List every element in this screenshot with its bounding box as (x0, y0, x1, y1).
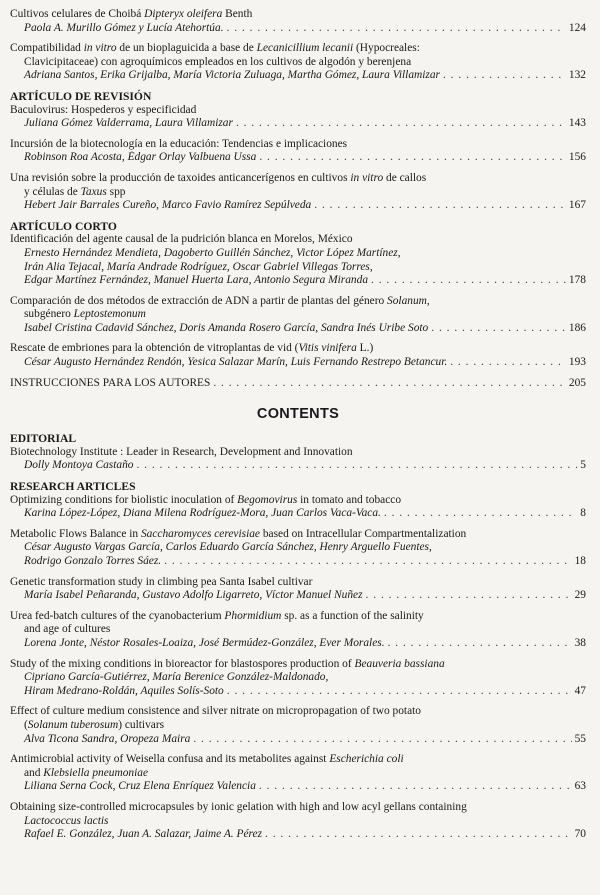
entry-title: Genetic transformation study in climbing pea Santa Isabel cultivar (10, 575, 313, 588)
entry-title: (Solanum tuberosum) cultivars (24, 718, 165, 731)
english-contents (10, 432, 586, 841)
page-number: 132 (568, 69, 586, 82)
entry-title: Incursión de la biotecnología en la educación: Tendencias e implicaciones (10, 137, 348, 150)
entry-authors: Hebert Jair Barrales Cureño, Marco Favio Ramírez Sepúlveda . . . 167 (10, 199, 586, 213)
section-heading: ARTÍCULO DE REVISIÓN (10, 89, 152, 103)
toc-entry[interactable] (10, 658, 586, 699)
page-number: 8 (580, 507, 586, 520)
toc-entry[interactable] (10, 446, 586, 473)
page-number: 143 (568, 117, 586, 130)
toc-entry[interactable] (10, 233, 586, 287)
entry-title: and Klebsiella pneumoniae (24, 766, 149, 779)
entry-title: and age of cultures (24, 623, 111, 636)
entry-authors: Karina López-López, Diana Milena Rodríguez-Mora, Juan Carlos Vaca-Vaca. . . . 8 (10, 507, 586, 521)
toc-entry[interactable] (10, 104, 586, 131)
leader-dots (443, 69, 566, 83)
entry-title: Rescate de embriones para la obtención de vitroplantas de vid (Vitis vinifera L.) (10, 342, 374, 355)
leader-dots (227, 685, 572, 699)
entry-title: Study of the mixing conditions in bioreactor for blastospores production of Beauveria bassiana (10, 657, 445, 670)
toc-entry[interactable] (10, 801, 586, 842)
entry-title: Antimicrobial activity of Weisella confusa and its metabolites against Escherichia coli (10, 753, 404, 766)
entry-title: Baculovirus: Hospederos y especificidad (10, 103, 197, 116)
entry-authors: Irán Alia Tejacal, María Andrade Rodríguez, Oscar Gabriel Villegas Torres, (24, 260, 373, 273)
contents-heading: CONTENTS (256, 406, 340, 423)
toc-entry[interactable] (10, 753, 586, 794)
entry-authors: Rafael E. González, Juan A. Salazar, Jaime A. Pérez . . . 70 (10, 828, 586, 842)
page-number: 29 (574, 589, 586, 602)
toc-entry[interactable] (10, 528, 586, 569)
toc-entry[interactable] (10, 138, 586, 165)
entry-title: Effect of culture medium consistence and silver nitrate on micropropagation of two potato (10, 705, 421, 718)
entry-authors: César Augusto Vargas García, Carlos Eduardo García Sánchez, Henry Arguello Fuentes, (24, 541, 432, 554)
entry-title: Metabolic Flows Balance in Saccharomyces cerevisiae based on Intracellular Compartmentalization (10, 527, 467, 540)
entry-title: y células de Taxus spp (24, 185, 126, 198)
toc-entry[interactable] (10, 705, 586, 746)
entry-title: Optimizing conditions for biolistic inoculation of Begomovirus in tomato and tobacco (10, 493, 402, 506)
entry-title: Biotechnology Institute : Leader in Research, Development and Innovation (10, 445, 353, 458)
page-number: 18 (574, 555, 586, 567)
leader-dots (259, 151, 566, 165)
entry-authors: Rodrigo Gonzalo Torres Sáez. . . . 18 (10, 555, 586, 569)
page-number: 55 (574, 732, 586, 745)
entry-authors: Dolly Montoya Castaño . . . 5 (10, 459, 586, 473)
entry-authors: Alva Ticona Sandra, Oropeza Maira . . . 55 (10, 733, 586, 747)
spanish-contents (10, 8, 586, 390)
leader-dots (450, 356, 566, 370)
leader-dots (265, 828, 572, 842)
leader-dots (136, 459, 577, 473)
entry-authors: Hiram Medrano-Roldán, Aquiles Solís-Soto . . . 47 (10, 685, 586, 699)
toc-entry[interactable] (10, 8, 586, 35)
leader-dots (314, 199, 566, 213)
entry-authors: Isabel Cristina Cadavid Sánchez, Doris Amanda Rosero García, Sandra Inés Uribe Soto . . . 186 (10, 322, 586, 336)
leader-dots (259, 780, 572, 794)
leader-dots (193, 733, 571, 747)
leader-dots (371, 274, 566, 288)
entry-authors: Cipriano García-Gutiérrez, María Berenice González-Maldonado, (24, 671, 329, 684)
entry-title: Una revisión sobre la producción de taxoides anticancerígenos en cultivos in vitro de callos (10, 171, 427, 184)
page-number: 186 (568, 321, 586, 334)
page-number: 5 (580, 459, 586, 472)
entry-title: Comparación de dos métodos de extracción de ADN a partir de plantas del género Solanum, (10, 294, 430, 307)
toc-entry[interactable] (10, 172, 586, 213)
page-number: 63 (574, 780, 586, 793)
entry-authors: Robinson Roa Acosta, Édgar Orlay Valbuena Ussa . . . 156 (10, 151, 586, 165)
entry-title: Identificación del agente causal de la pudrición blanca en Morelos, México (10, 233, 353, 246)
entry-authors: María Isabel Peñaranda, Gustavo Adolfo Ligarreto, Víctor Manuel Nuñez . . . 29 (10, 589, 586, 603)
leader-dots (431, 322, 566, 336)
entry-title: Clavicipitaceae) con agroquímicos empleados en los cultivos de algodón y berenjena (24, 55, 412, 68)
entry-authors: Juliana Gómez Valderrama, Laura Villamizar . . . 143 (10, 117, 586, 131)
entry-authors: Liliana Serna Cock, Cruz Elena Enríquez Valencia . . . 63 (10, 780, 586, 794)
section-heading: RESEARCH ARTICLES (10, 480, 136, 494)
entry-authors: Edgar Martínez Fernández, Manuel Huerta Lara, Antonio Segura Miranda . . . 178 (10, 274, 586, 288)
leader-dots (388, 637, 572, 651)
leader-dots (366, 589, 572, 603)
leader-dots (164, 555, 571, 569)
leader-dots (384, 507, 577, 521)
page-number: 38 (574, 636, 586, 649)
toc-entry[interactable] (10, 610, 586, 651)
entry-authors: Adriana Santos, Erika Grijalba, María Victoria Zuluaga, Martha Gómez, Laura Villamizar . . . 132 (10, 69, 586, 83)
section-heading: ARTÍCULO CORTO (10, 219, 117, 233)
toc-entry[interactable] (10, 576, 586, 603)
toc-entry[interactable] (10, 42, 586, 83)
page-number: 47 (574, 684, 586, 697)
page-number: 193 (568, 356, 586, 369)
page-number: 178 (568, 274, 586, 287)
section-heading: EDITORIAL (10, 432, 77, 446)
entry-title: Lactococcus lactis (24, 814, 109, 827)
entry-title: Obtaining size-controlled microcapsules by ionic gelation with high and low acyl gellans containing (10, 800, 467, 813)
toc-entry[interactable] (10, 295, 586, 336)
page-number: 167 (568, 199, 586, 212)
entry-title: Cultivos celulares de Choibá Dipteryx oleifera Benth (10, 8, 253, 20)
page-number: 70 (574, 828, 586, 841)
page-number: 124 (568, 21, 586, 34)
entry-authors: Lorena Jonte, Néstor Rosales-Loaiza, José Bermúdez-González, Ever Morales. . . . 38 (10, 637, 586, 651)
leader-dots (236, 117, 566, 131)
page-number: 205 (568, 376, 586, 389)
entry-title: Compatibilidad in vitro de un bioplaguicida a base de Lecanicillium lecanii (Hypocreales: (10, 42, 420, 55)
toc-entry[interactable] (10, 494, 586, 521)
leader-dots (227, 22, 566, 36)
entry-authors: César Augusto Hernández Rendón, Yesica Salazar Marín, Luis Fernando Restrepo Betancur. . . . 193 (10, 356, 586, 370)
toc-entry[interactable] (10, 342, 586, 369)
entry-authors: Ernesto Hernández Mendieta, Dagoberto Guillén Sánchez, Victor López Martínez, (24, 246, 401, 259)
page-number: 156 (568, 151, 586, 164)
entry-title: Urea fed-batch cultures of the cyanobacterium Phormidium sp. as a function of the salinity (10, 609, 424, 622)
instructions-entry[interactable]: INSTRUCCIONES PARA LOS AUTORES . . . 205 (10, 377, 586, 391)
entry-title: subgénero Leptostemonum (24, 308, 146, 321)
leader-dots (213, 377, 566, 391)
entry-authors: Paola A. Murillo Gómez y Lucía Atehortúa. . . . 124 (10, 22, 586, 36)
